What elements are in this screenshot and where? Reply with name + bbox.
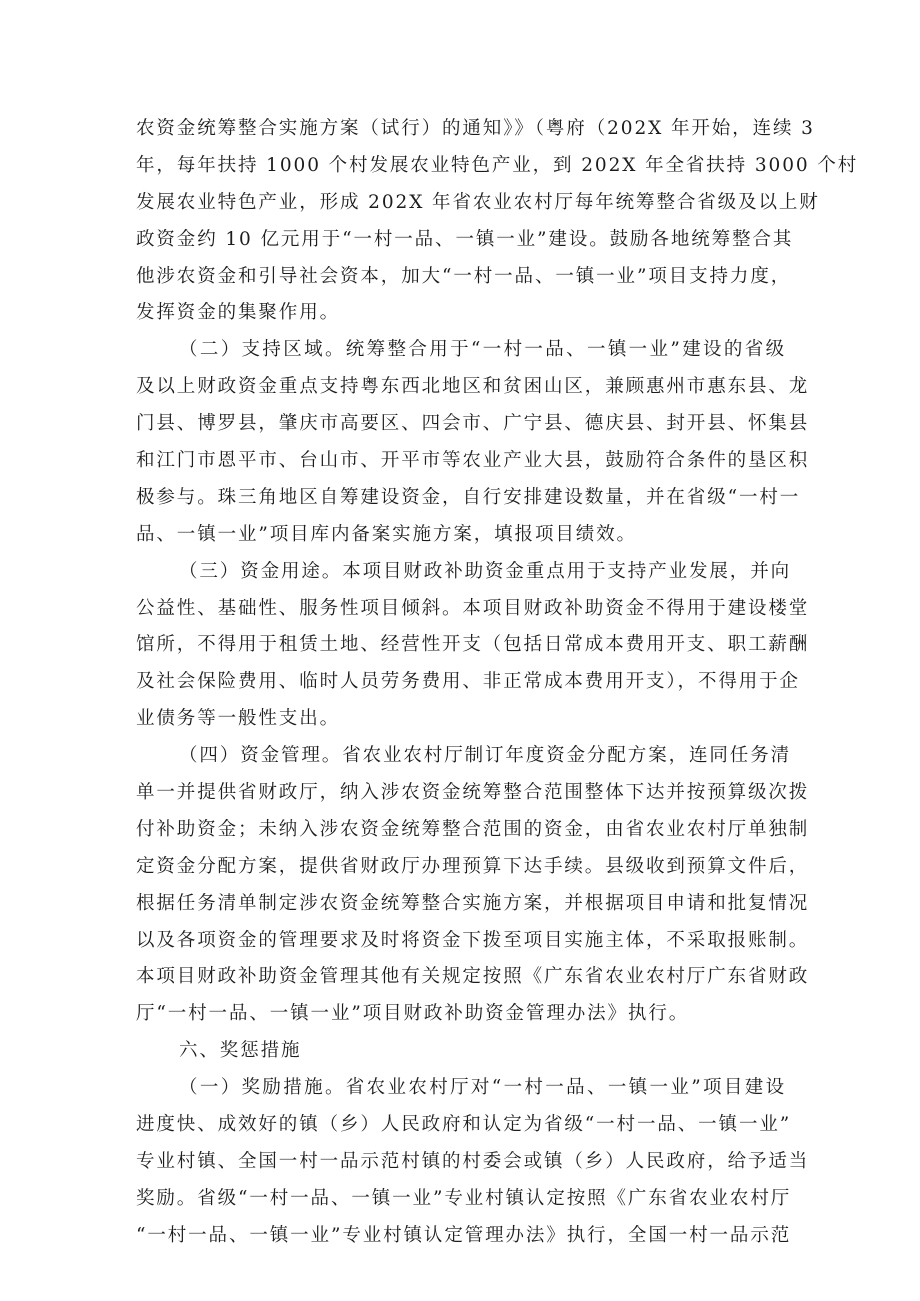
document-body — [136, 111, 859, 1255]
text-line: 馆所，不得用于租赁土地、经营性开支（包括日常成本费用开支、职工薪酬 — [136, 634, 810, 656]
text-line: 进度快、成效好的镇（乡）人民政府和认定为省级“一村一品、一镇一业” — [136, 1114, 792, 1136]
text-line: 付补助资金；未纳入涉农资金统筹整合范围的资金，由省农业农村厅单独制 — [136, 818, 810, 840]
text-line: “一村一品、一镇一业”专业村镇认定管理办法》执行，全国一村一品示范 — [136, 1224, 792, 1246]
text-line: 农资金统筹整合实施方案（试行）的通知》》（粤府（202X 年开始，连续 3 — [136, 118, 815, 139]
text-line: 厅“一村一品、一镇一业”项目财政补助资金管理办法》执行。 — [136, 1003, 690, 1025]
text-line: 发展农业特色产业，形成 202X 年省农业农村厅每年统筹整合省级及以上财 — [136, 191, 820, 213]
text-line: 业债务等一般性支出。 — [136, 708, 341, 730]
text-line: 根据任务清单制定涉农资金统筹整合实施方案，并根据项目申请和批复情况 — [136, 892, 810, 914]
text-line: 单一并提供省财政厅，纳入涉农资金统筹整合范围整体下达并按预算级次拨 — [136, 782, 810, 804]
section-3-first-line: （三）资金用途。本项目财政补助资金重点用于支持产业发展，并向 — [179, 560, 792, 582]
text-line: 他涉农资金和引导社会资本，加大“一村一品、一镇一业”项目支持力度， — [136, 265, 792, 287]
text-line: 极参与。珠三角地区自筹建设资金，自行安排建设数量，并在省级“一村一 — [136, 486, 801, 508]
section-4-first-line: （四）资金管理。省农业农村厅制订年度资金分配方案，连同任务清 — [179, 745, 792, 767]
text-line: 公益性、基础性、服务性项目倾斜。本项目财政补助资金不得用于建设楼堂 — [136, 597, 810, 619]
text-line: 本项目财政补助资金管理其他有关规定按照《广东省农业农村厅广东省财政 — [136, 966, 810, 988]
text-line: 发挥资金的集聚作用。 — [136, 302, 341, 324]
text-line: 年，每年扶持 1000 个村发展农业特色产业，到 202X 年全省扶持 3000 个村 — [136, 154, 859, 176]
section-2-first-line: （二）支持区域。统筹整合用于“一村一品、一镇一业”建设的省级 — [179, 339, 786, 361]
text-line: 及社会保险费用、临时人员劳务费用、非正常成本费用开支），不得用于企 — [136, 671, 800, 693]
text-line: 品、一镇一业”项目库内备案实施方案，填报项目绩效。 — [136, 523, 637, 545]
text-line: 以及各项资金的管理要求及时将资金下拨至项目实施主体，不采取报账制。 — [136, 929, 810, 951]
text-line: 奖励。省级“一村一品、一镇一业”专业村镇认定按照《广东省农业农村厅 — [136, 1187, 792, 1209]
text-line: 及以上财政资金重点支持粤东西北地区和贫困山区，兼顾惠州市惠东县、龙 — [136, 376, 810, 398]
text-line: 专业村镇、全国一村一品示范村镇的村委会或镇（乡）人民政府，给予适当 — [136, 1150, 810, 1172]
section-heading: 六、奖惩措施 — [179, 1040, 302, 1062]
text-line: 和江门市恩平市、台山市、开平市等农业产业大县，鼓励符合条件的垦区积 — [136, 450, 810, 472]
text-line: 定资金分配方案，提供省财政厅办理预算下达手续。县级收到预算文件后， — [136, 855, 810, 877]
subsection-1-first-line: （一）奖励措施。省农业农村厅对“一村一品、一镇一业”项目建设 — [179, 1077, 786, 1099]
text-line: 政资金约 10 亿元用于“一村一品、一镇一业”建设。鼓励各地统筹整合其 — [136, 228, 794, 250]
text-line: 门县、博罗县，肇庆市高要区、四会市、广宁县、德庆县、封开县、怀集县 — [136, 413, 810, 435]
